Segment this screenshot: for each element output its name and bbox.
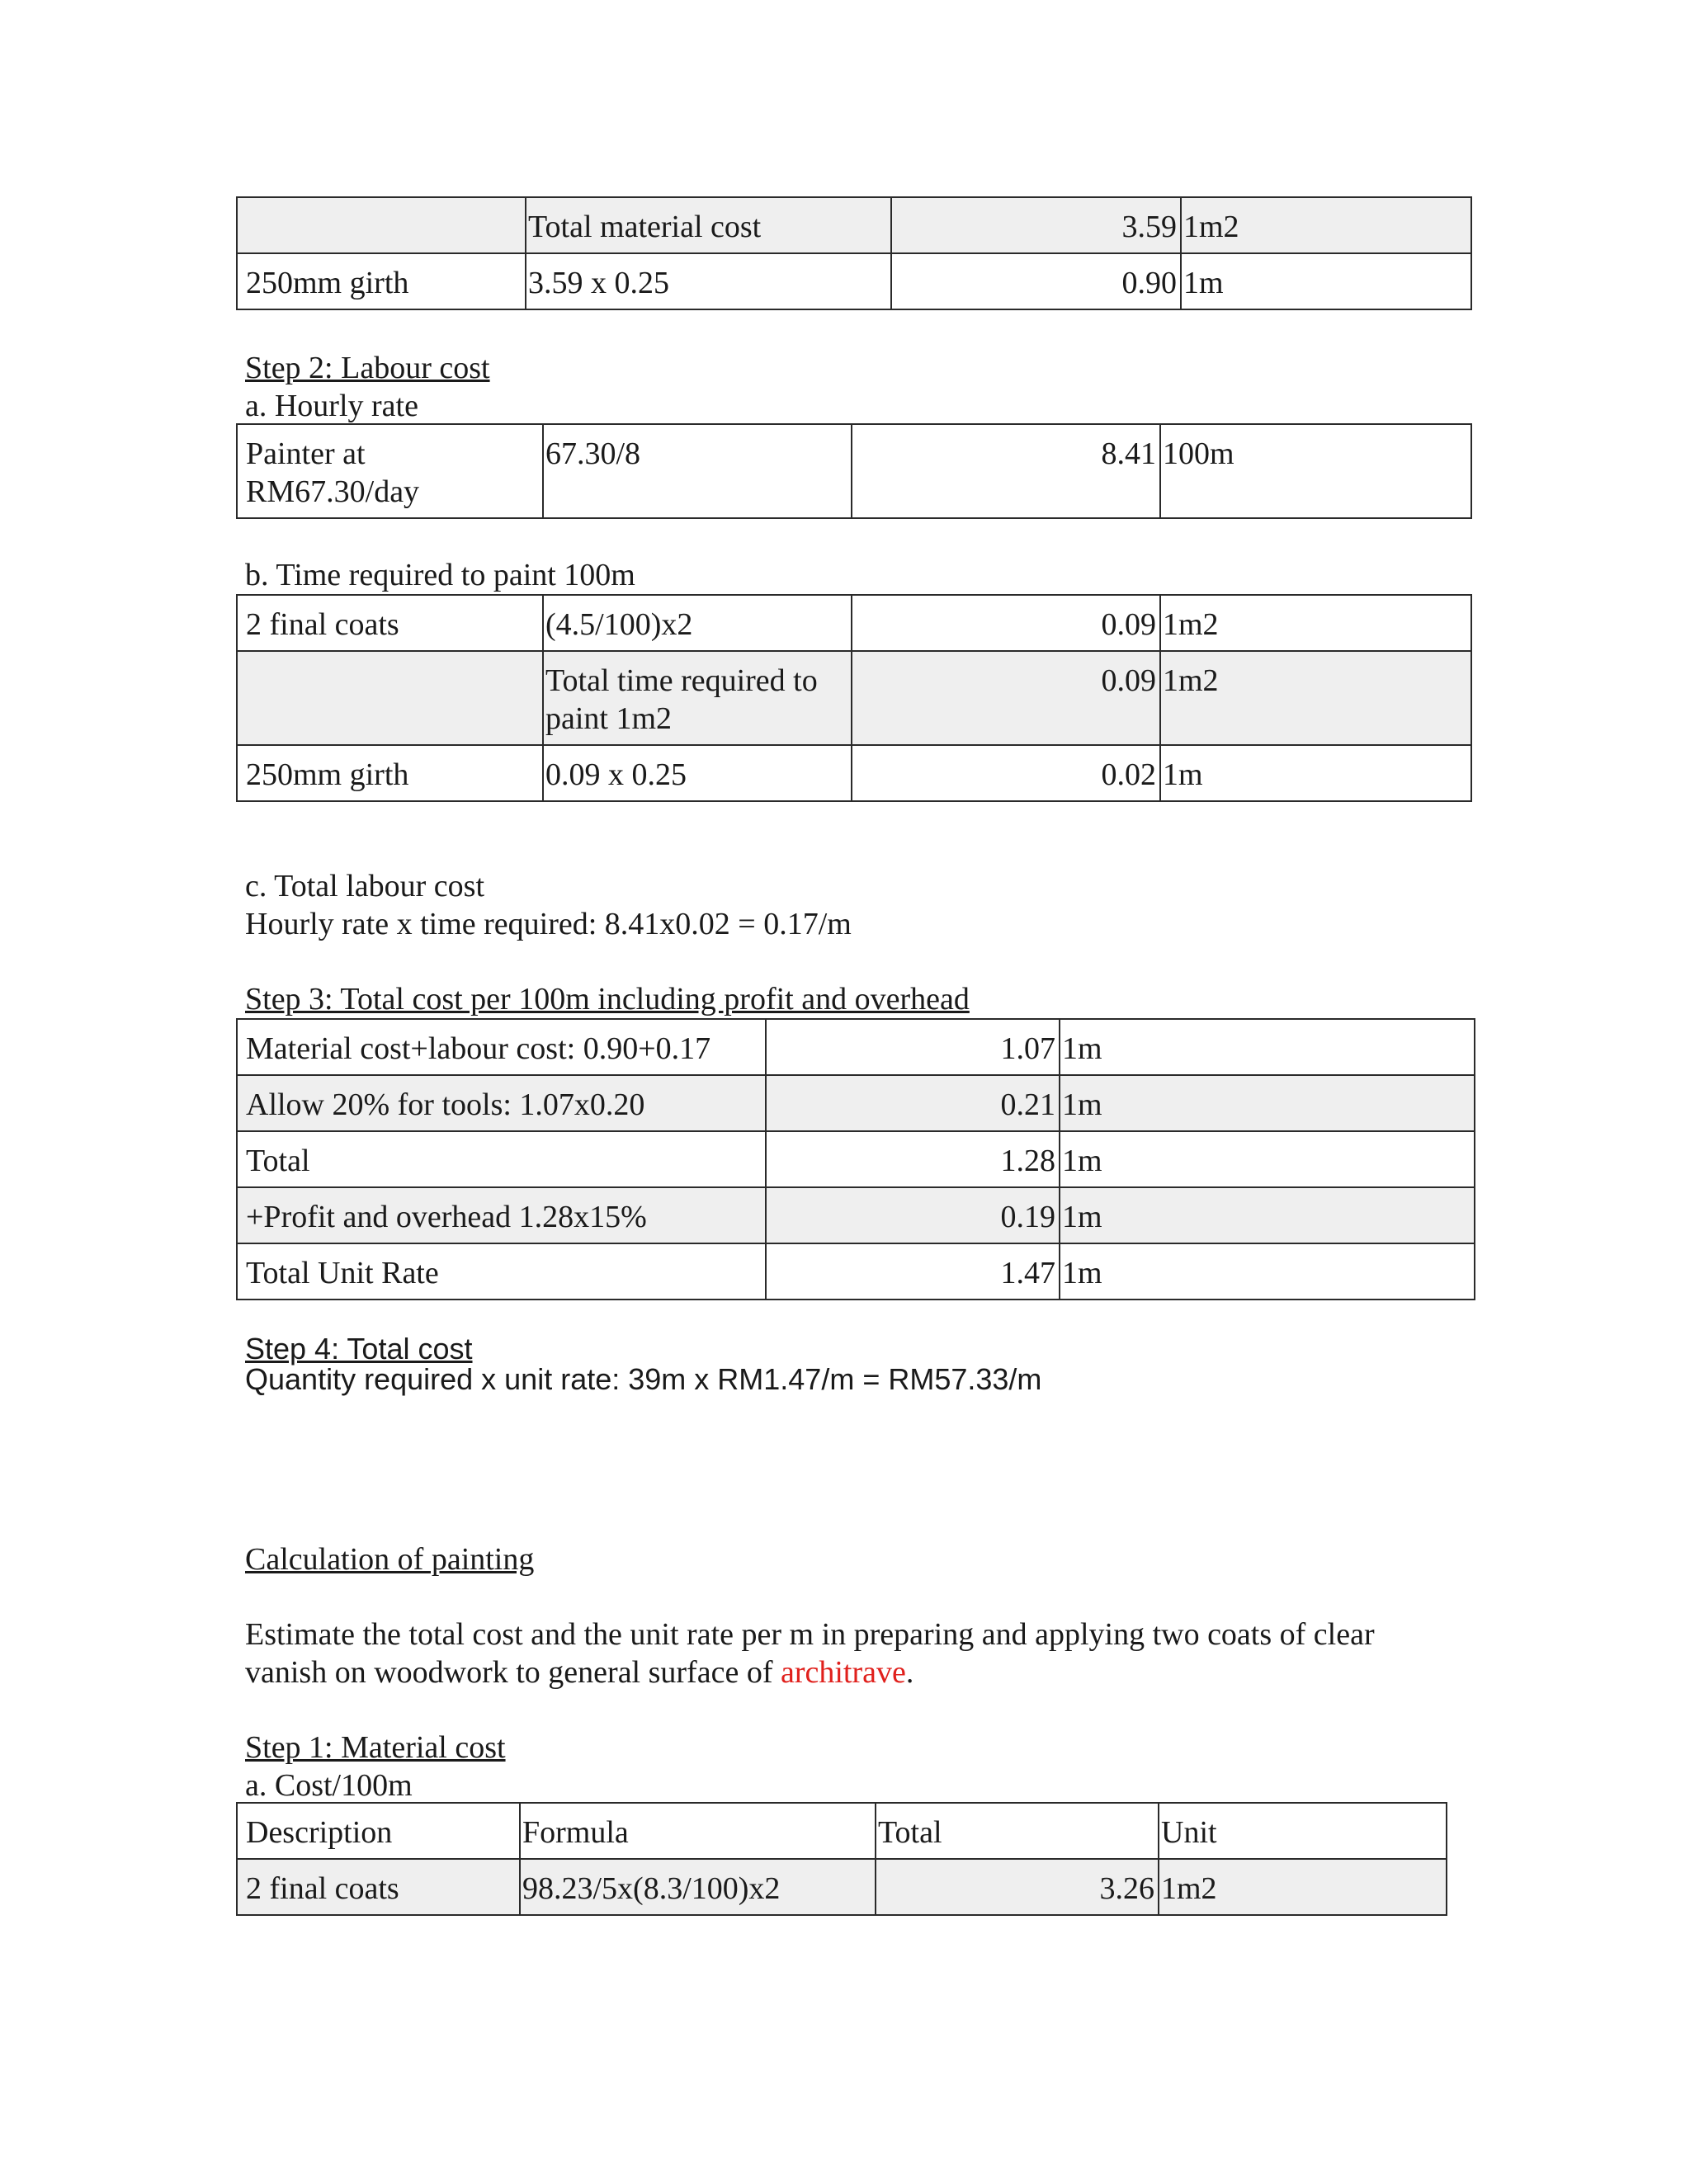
labour-cost-line: Hourly rate x time required: 8.41x0.02 = 0.17/m (245, 907, 852, 941)
table-row (237, 595, 1471, 651)
desc-cell (237, 424, 543, 518)
unit-cell: 1m (1060, 1243, 1475, 1300)
total-cell: 8.41 (852, 424, 1160, 518)
painting-paragraph-line: Estimate the total cost and the unit rate per m in preparing and applying two coats of clear (245, 1617, 1375, 1652)
paragraph-text: . (905, 1655, 914, 1690)
desc-cell: Material cost+labour cost: 0.90+0.17 (237, 1019, 766, 1075)
desc-cell: Allow 20% for tools: 1.07x0.20 (237, 1075, 766, 1131)
step2-sub-b: b. Time required to paint 100m (245, 558, 635, 592)
table-row (237, 1131, 1475, 1187)
formula-cell: (4.5/100)x2 (543, 595, 852, 651)
table-row (237, 1243, 1475, 1300)
formula-cell: 98.23/5x(8.3/100)x2 (520, 1859, 876, 1915)
total-cell: 0.02 (852, 745, 1160, 801)
total-cell: 0.90 (891, 253, 1181, 309)
unit-cell: 1m2 (1181, 197, 1471, 253)
formula-line: paint 1m2 (545, 701, 673, 736)
unit-cell: 1m (1160, 745, 1471, 801)
painting-paragraph-line (245, 1653, 913, 1691)
unit-cell: 1m (1181, 253, 1471, 309)
step4-line: Quantity required x unit rate: 39m x RM1.47/m = RM57.33/m (245, 1362, 1042, 1396)
step2-sub-a: a. Hourly rate (245, 389, 418, 423)
table-row (237, 253, 1471, 309)
total-cost-table (236, 1018, 1475, 1300)
step4-heading: Step 4: Total cost (245, 1332, 473, 1366)
total-cell: 0.19 (766, 1187, 1060, 1243)
total-cell: 3.59 (891, 197, 1181, 253)
total-cell: 1.07 (766, 1019, 1060, 1075)
formula-cell (543, 651, 852, 745)
formula-cell: Total material cost (526, 197, 891, 253)
desc-cell: +Profit and overhead 1.28x15% (237, 1187, 766, 1243)
header-cell: Unit (1159, 1803, 1447, 1859)
table-row (237, 1075, 1475, 1131)
painting-step1-heading: Step 1: Material cost (245, 1730, 506, 1765)
desc-cell: 250mm girth (237, 253, 526, 309)
table-row (237, 424, 1471, 518)
painting-heading: Calculation of painting (245, 1542, 535, 1577)
unit-cell: 1m2 (1160, 651, 1471, 745)
table-row (237, 1803, 1447, 1859)
highlighted-word: architrave (780, 1655, 906, 1690)
step3-heading: Step 3: Total cost per 100m including profit and overhead (245, 982, 970, 1017)
formula-cell: 3.59 x 0.25 (526, 253, 891, 309)
unit-cell: 1m (1060, 1019, 1475, 1075)
total-cell: 1.47 (766, 1243, 1060, 1300)
painting-cost-table (236, 1802, 1447, 1916)
painting-sub-a: a. Cost/100m (245, 1768, 413, 1803)
formula-cell: 67.30/8 (543, 424, 852, 518)
unit-cell: 1m (1060, 1187, 1475, 1243)
unit-cell: 1m (1060, 1131, 1475, 1187)
desc-cell: 2 final coats (237, 1859, 520, 1915)
total-cell: 0.09 (852, 595, 1160, 651)
header-cell: Total (876, 1803, 1159, 1859)
table-row (237, 1187, 1475, 1243)
time-required-table (236, 594, 1472, 802)
total-cell: 1.28 (766, 1131, 1060, 1187)
desc-cell: Total Unit Rate (237, 1243, 766, 1300)
table-row (237, 1019, 1475, 1075)
formula-line: Total time required to (545, 663, 818, 698)
paragraph-text: vanish on woodwork to general surface of (245, 1655, 781, 1690)
unit-cell: 1m2 (1160, 595, 1471, 651)
unit-cell: 1m (1060, 1075, 1475, 1131)
total-cell: 3.26 (876, 1859, 1159, 1915)
header-cell: Formula (520, 1803, 876, 1859)
table-row (237, 745, 1471, 801)
desc-cell: 2 final coats (237, 595, 543, 651)
unit-cell: 100m (1160, 424, 1471, 518)
desc-cell: 250mm girth (237, 745, 543, 801)
desc-line: Painter at (246, 436, 366, 471)
formula-cell: 0.09 x 0.25 (543, 745, 852, 801)
table-row (237, 197, 1471, 253)
total-cell: 0.09 (852, 651, 1160, 745)
desc-cell: Total (237, 1131, 766, 1187)
step2-heading: Step 2: Labour cost (245, 351, 490, 385)
desc-cell (237, 651, 543, 745)
desc-cell (237, 197, 526, 253)
table-row (237, 651, 1471, 745)
total-cell: 0.21 (766, 1075, 1060, 1131)
table-row (237, 1859, 1447, 1915)
material-cost-table (236, 196, 1472, 310)
desc-line: RM67.30/day (246, 474, 420, 509)
hourly-rate-table (236, 423, 1472, 519)
step2-sub-c: c. Total labour cost (245, 869, 485, 903)
header-cell: Description (237, 1803, 520, 1859)
unit-cell: 1m2 (1159, 1859, 1447, 1915)
